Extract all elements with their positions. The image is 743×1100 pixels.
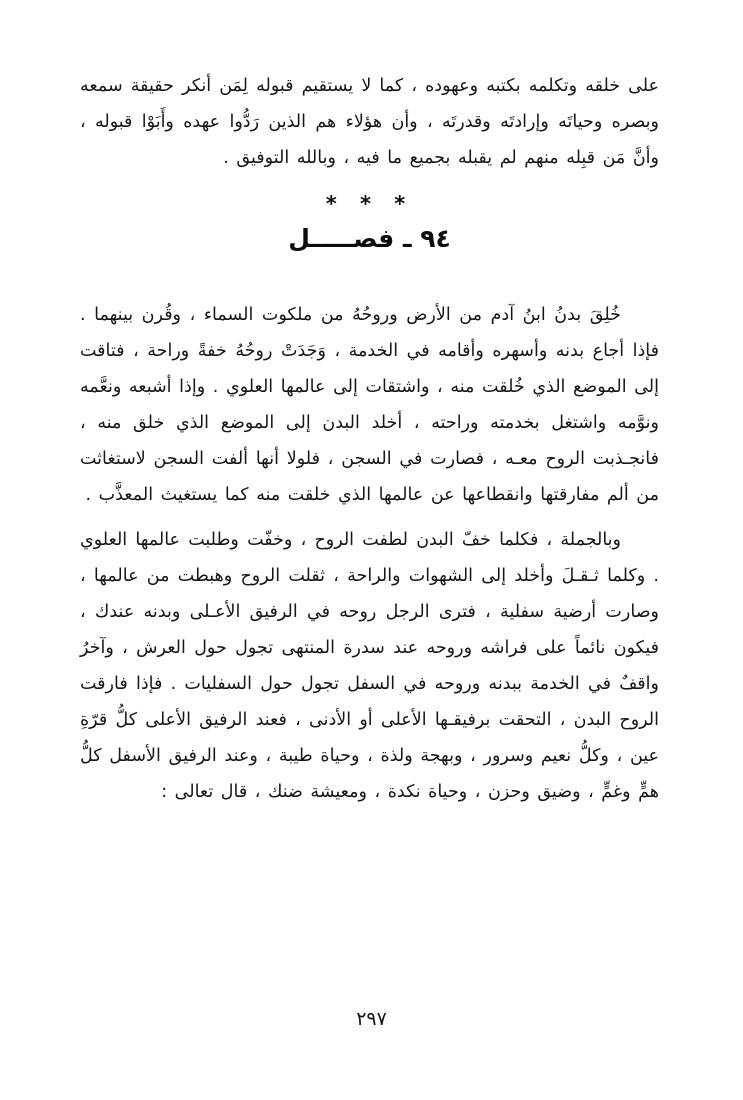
asterisk-separator: * * * [325,192,414,216]
chapter-heading: ٩٤ ـ فصـــــل [288,224,451,253]
page-number: ٢٩٧ [356,1008,387,1030]
paragraph: خُلِقَ بدنُ ابنُ آدم من الأرض وروحُهُ من ملكوت السماء ، وقُرن بينهما . فإذا أجاع بدنه وأسهره وأقامه في الخدمة ، وَجَدَتْ روحُهُ خفةً وراحة ، فتاقت إلى الموضع الذي خُلقت منه ، واشتقات إلى عالمها العلوي . وإذا أشبعه ونعَّمه ونوَّمه واشتغل بخدمته وراحته ، أخلد البدن إلى الموضع الذي خلق منه ، فانجـذبت الروح معـه ، فصارت في السجن ، فلولا أنها ألفت السجن لاستغاثت من ألم مفارقتها وانقطاعها عن عالمها الذي خلقت منه كما يستغيث المعذَّب . [80,305,659,505]
paragraph: وبالجملة ، فكلما خفّ البدن لطفت الروح ، وخفّت وطلبت عالمها العلوي . وكلما ثـقـلَ وأخلد إلى الشهوات والراحة ، ثقلت الروح وهبطت من عالمها ، وصارت أرضية سفلية ، فترى الرجل روحه في الرفيق الأعـلى وبدنه عندك ، فيكون نائماً على فراشه وروحه عند سدرة المنتهى تجول حول العرش ، وآخرُ واقفٌ في الخدمة ببدنه وروحه في السفل تجول حول السفليات . فإذا فارقت الروح البدن ، التحقت برفيقـها الأعلى أو الأدنى ، فعند الرفيق الأعلى كلُّ قرّةِ عين ، وكلُّ نعيم وسرور ، وبهجة ولذة ، وحياة طيبة ، وعند الرفيق الأسفل كلُّ همٍّ وغمٍّ ، وضيق وحزن ، وحياة نكدة ، ومعيشة ضنك ، قال تعالى : [80,530,659,802]
page-text-block [80,68,659,810]
paragraph: على خلقه وتكلمه بكتبه وعهوده ، كما لا يستقيم قبوله لِمَن أنكر حقيقة سمعه وبصره وحياتَه وإرادتَه وقدرتَه ، وأن هؤلاء هم الذين رَدُّوا عهده وأَبَوْا قبوله ، وأنَّ مَن قبِله منهم لم يقبله بجميع ما فيه ، وبالله التوفيق . [80,76,659,168]
